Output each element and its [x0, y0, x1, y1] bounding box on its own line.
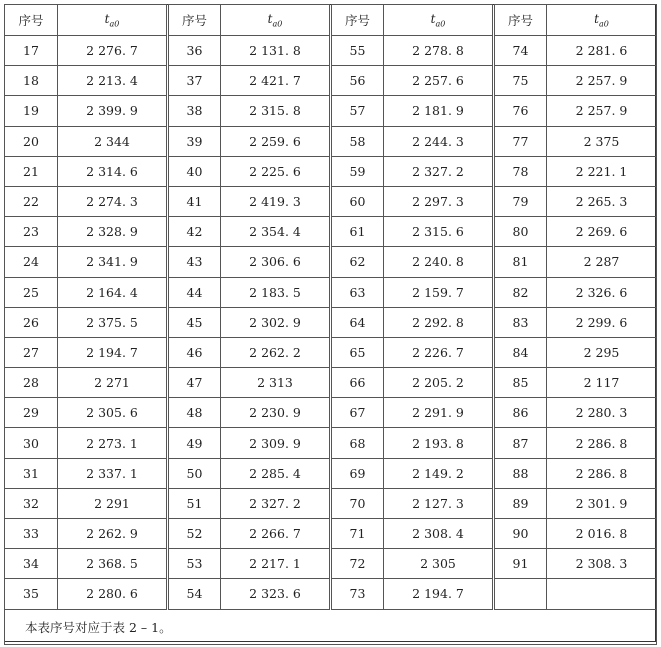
- table-row: [5, 66, 657, 96]
- cell-index: 57: [331, 96, 384, 126]
- cell-value: 2 266. 7: [221, 519, 331, 549]
- cell-index: 34: [5, 549, 58, 579]
- table-row: [5, 186, 657, 216]
- cell-index: 40: [168, 156, 221, 186]
- cell-index: [494, 579, 547, 609]
- cell-index: 81: [494, 247, 547, 277]
- cell-index: 37: [168, 66, 221, 96]
- cell-value: 2 149. 2: [384, 458, 494, 488]
- cell-index: 22: [5, 186, 58, 216]
- cell-index: 70: [331, 488, 384, 518]
- cell-value: 2 302. 9: [221, 307, 331, 337]
- cell-value: 2 259. 6: [221, 126, 331, 156]
- cell-index: 90: [494, 519, 547, 549]
- cell-value: 2 305: [384, 549, 494, 579]
- header-symbol: [547, 5, 657, 36]
- cell-value: 2 194. 7: [384, 579, 494, 609]
- cell-index: 17: [5, 36, 58, 66]
- cell-index: 39: [168, 126, 221, 156]
- cell-value: 2 314. 6: [58, 156, 168, 186]
- table-row: [5, 156, 657, 186]
- cell-index: 36: [168, 36, 221, 66]
- cell-value: 2 315. 8: [221, 96, 331, 126]
- cell-index: 86: [494, 398, 547, 428]
- cell-value: 2 328. 9: [58, 217, 168, 247]
- header-index: 序号: [494, 5, 547, 36]
- cell-value: 2 281. 6: [547, 36, 657, 66]
- cell-index: 43: [168, 247, 221, 277]
- cell-index: 52: [168, 519, 221, 549]
- cell-value: 2 419. 3: [221, 186, 331, 216]
- cell-index: 67: [331, 398, 384, 428]
- table-row: [5, 549, 657, 579]
- cell-value: 2 326. 6: [547, 277, 657, 307]
- cell-index: 89: [494, 488, 547, 518]
- cell-value: 2 299. 6: [547, 307, 657, 337]
- cell-index: 75: [494, 66, 547, 96]
- symbol-main: $t_{a0}$: [267, 12, 283, 29]
- cell-index: 54: [168, 579, 221, 609]
- cell-index: 23: [5, 217, 58, 247]
- cell-value: 2 271: [58, 368, 168, 398]
- symbol-main: $t_{a0}$: [594, 12, 609, 29]
- cell-value: 2 306. 6: [221, 247, 331, 277]
- cell-index: 50: [168, 458, 221, 488]
- cell-value: 2 016. 8: [547, 519, 657, 549]
- cell-value: 2 225. 6: [221, 156, 331, 186]
- cell-value: 2 286. 8: [547, 428, 657, 458]
- cell-index: 48: [168, 398, 221, 428]
- cell-index: 66: [331, 368, 384, 398]
- cell-index: 32: [5, 488, 58, 518]
- table-row: [5, 488, 657, 518]
- cell-index: 73: [331, 579, 384, 609]
- symbol-subscript: a0: [435, 19, 446, 29]
- cell-index: 65: [331, 337, 384, 367]
- cell-value: 2 273. 1: [58, 428, 168, 458]
- cell-index: 21: [5, 156, 58, 186]
- cell-index: 84: [494, 337, 547, 367]
- cell-index: 79: [494, 186, 547, 216]
- cell-value: 2 226. 7: [384, 337, 494, 367]
- cell-value: 2 193. 8: [384, 428, 494, 458]
- cell-value: 2 337. 1: [58, 458, 168, 488]
- cell-value: 2 399. 9: [58, 96, 168, 126]
- cell-value: 2 257. 6: [384, 66, 494, 96]
- header-symbol: [384, 5, 494, 36]
- cell-value: 2 257. 9: [547, 66, 657, 96]
- cell-index: 27: [5, 337, 58, 367]
- cell-value: 2 421. 7: [221, 66, 331, 96]
- cell-index: 80: [494, 217, 547, 247]
- cell-index: 49: [168, 428, 221, 458]
- cell-index: 71: [331, 519, 384, 549]
- cell-index: 76: [494, 96, 547, 126]
- table-note: 本表序号对应于表 2 – 1。: [5, 609, 657, 644]
- cell-index: 26: [5, 307, 58, 337]
- cell-value: 2 354. 4: [221, 217, 331, 247]
- header-index: 序号: [168, 5, 221, 36]
- cell-value: 2 323. 6: [221, 579, 331, 609]
- cell-index: 72: [331, 549, 384, 579]
- note-row: [5, 609, 657, 644]
- cell-value: 2 269. 6: [547, 217, 657, 247]
- cell-value: 2 309. 9: [221, 428, 331, 458]
- cell-index: 60: [331, 186, 384, 216]
- table-row: [5, 217, 657, 247]
- cell-value: 2 262. 9: [58, 519, 168, 549]
- cell-value: 2 213. 4: [58, 66, 168, 96]
- cell-value: [547, 579, 657, 609]
- cell-index: 61: [331, 217, 384, 247]
- cell-index: 82: [494, 277, 547, 307]
- cell-index: 35: [5, 579, 58, 609]
- cell-value: 2 278. 8: [384, 36, 494, 66]
- cell-index: 33: [5, 519, 58, 549]
- cell-index: 64: [331, 307, 384, 337]
- symbol-main: $t_{a0}$: [430, 12, 446, 29]
- cell-value: 2 291. 9: [384, 398, 494, 428]
- table-row: [5, 398, 657, 428]
- cell-value: 2 301. 9: [547, 488, 657, 518]
- cell-value: 2 295: [547, 337, 657, 367]
- cell-index: 28: [5, 368, 58, 398]
- table-row: [5, 519, 657, 549]
- symbol-subscript: a0: [598, 19, 609, 29]
- table-row: [5, 337, 657, 367]
- cell-value: 2 313: [221, 368, 331, 398]
- cell-index: 46: [168, 337, 221, 367]
- cell-index: 56: [331, 66, 384, 96]
- cell-value: 2 181. 9: [384, 96, 494, 126]
- cell-value: 2 262. 2: [221, 337, 331, 367]
- cell-value: 2 274. 3: [58, 186, 168, 216]
- cell-index: 88: [494, 458, 547, 488]
- header-row: [5, 5, 657, 36]
- cell-index: 68: [331, 428, 384, 458]
- cell-value: 2 217. 1: [221, 549, 331, 579]
- symbol-subscript: a0: [272, 19, 283, 29]
- cell-value: 2 308. 4: [384, 519, 494, 549]
- cell-index: 53: [168, 549, 221, 579]
- cell-value: 2 344: [58, 126, 168, 156]
- symbol-main: $t_{a0}$: [104, 12, 120, 29]
- cell-value: 2 164. 4: [58, 277, 168, 307]
- cell-index: 87: [494, 428, 547, 458]
- cell-index: 91: [494, 549, 547, 579]
- cell-index: 63: [331, 277, 384, 307]
- cell-value: 2 291: [58, 488, 168, 518]
- table-row: [5, 458, 657, 488]
- cell-index: 30: [5, 428, 58, 458]
- cell-index: 41: [168, 186, 221, 216]
- cell-value: 2 127. 3: [384, 488, 494, 518]
- cell-value: 2 308. 3: [547, 549, 657, 579]
- cell-index: 69: [331, 458, 384, 488]
- cell-value: 2 292. 8: [384, 307, 494, 337]
- table-row: [5, 247, 657, 277]
- cell-index: 31: [5, 458, 58, 488]
- cell-index: 38: [168, 96, 221, 126]
- cell-index: 74: [494, 36, 547, 66]
- cell-value: 2 276. 7: [58, 36, 168, 66]
- header-symbol: [58, 5, 168, 36]
- cell-index: 78: [494, 156, 547, 186]
- cell-value: 2 327. 2: [384, 156, 494, 186]
- cell-value: 2 315. 6: [384, 217, 494, 247]
- cell-index: 44: [168, 277, 221, 307]
- cell-value: 2 327. 2: [221, 488, 331, 518]
- table-row: [5, 307, 657, 337]
- data-table: [4, 4, 657, 645]
- cell-index: 62: [331, 247, 384, 277]
- cell-index: 24: [5, 247, 58, 277]
- cell-value: 2 285. 4: [221, 458, 331, 488]
- cell-index: 42: [168, 217, 221, 247]
- table-row: [5, 36, 657, 66]
- cell-index: 20: [5, 126, 58, 156]
- cell-value: 2 280. 6: [58, 579, 168, 609]
- table-row: [5, 96, 657, 126]
- cell-index: 77: [494, 126, 547, 156]
- table-row: [5, 579, 657, 609]
- cell-value: 2 183. 5: [221, 277, 331, 307]
- cell-index: 25: [5, 277, 58, 307]
- cell-value: 2 287: [547, 247, 657, 277]
- table-row: [5, 277, 657, 307]
- cell-value: 2 375: [547, 126, 657, 156]
- cell-index: 55: [331, 36, 384, 66]
- cell-value: 2 305. 6: [58, 398, 168, 428]
- cell-index: 51: [168, 488, 221, 518]
- cell-value: 2 117: [547, 368, 657, 398]
- cell-value: 2 205. 2: [384, 368, 494, 398]
- cell-value: 2 194. 7: [58, 337, 168, 367]
- table-row: [5, 368, 657, 398]
- cell-index: 18: [5, 66, 58, 96]
- cell-value: 2 131. 8: [221, 36, 331, 66]
- table-row: [5, 126, 657, 156]
- cell-value: 2 240. 8: [384, 247, 494, 277]
- cell-value: 2 375. 5: [58, 307, 168, 337]
- cell-index: 83: [494, 307, 547, 337]
- cell-index: 59: [331, 156, 384, 186]
- cell-index: 19: [5, 96, 58, 126]
- header-symbol: [221, 5, 331, 36]
- cell-value: 2 341. 9: [58, 247, 168, 277]
- cell-value: 2 286. 8: [547, 458, 657, 488]
- cell-index: 58: [331, 126, 384, 156]
- cell-value: 2 368. 5: [58, 549, 168, 579]
- cell-value: 2 265. 3: [547, 186, 657, 216]
- cell-index: 45: [168, 307, 221, 337]
- table-row: [5, 428, 657, 458]
- cell-value: 2 244. 3: [384, 126, 494, 156]
- cell-value: 2 221. 1: [547, 156, 657, 186]
- cell-index: 85: [494, 368, 547, 398]
- header-index: 序号: [5, 5, 58, 36]
- symbol-subscript: a0: [109, 19, 120, 29]
- cell-index: 47: [168, 368, 221, 398]
- cell-value: 2 257. 9: [547, 96, 657, 126]
- cell-value: 2 280. 3: [547, 398, 657, 428]
- cell-value: 2 159. 7: [384, 277, 494, 307]
- cell-index: 29: [5, 398, 58, 428]
- header-index: 序号: [331, 5, 384, 36]
- cell-value: 2 230. 9: [221, 398, 331, 428]
- cell-value: 2 297. 3: [384, 186, 494, 216]
